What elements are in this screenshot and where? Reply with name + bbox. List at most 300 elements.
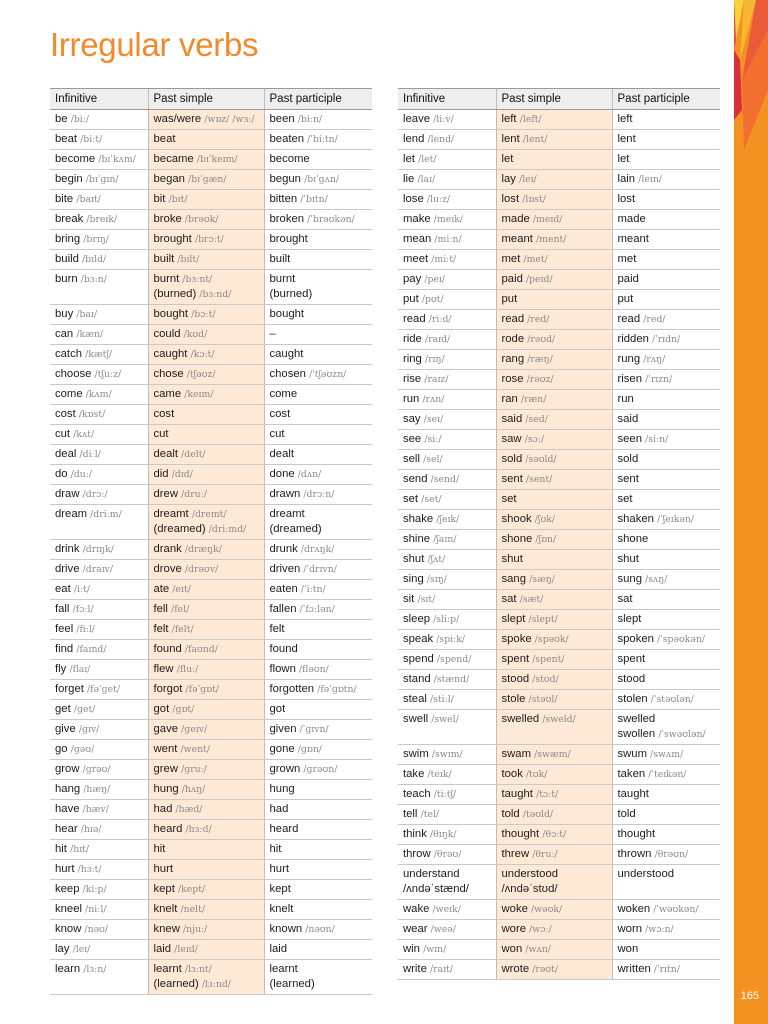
phonetic-transcription: /sweld/ [542,714,576,725]
infinitive-cell [50,325,148,345]
verb-form: (learned) [269,978,315,990]
cell-line [618,727,716,742]
cell-line [403,492,491,507]
phonetic-transcription: /drɔː/ [82,489,108,500]
phonetic-transcription: /leɪ/ [72,944,91,955]
cell-line [270,582,368,597]
verb-form: did [153,468,169,480]
infinitive-cell [50,130,148,150]
phonetic-transcription: /səʊld/ [525,454,557,465]
verb-form: spent [617,653,646,665]
table-row [50,325,372,345]
verb-form: slept [501,613,526,625]
infinitive-cell [398,250,496,270]
phonetic-transcription: /θɔːt/ [542,829,567,840]
cell-line [154,802,259,817]
infinitive-cell [398,150,496,170]
phonetic-transcription: /bɪˈkeɪm/ [196,154,238,165]
verb-form: lost [501,193,520,205]
cell-line [403,392,491,407]
phonetic-transcription: /drʌŋk/ [300,544,335,555]
past-simple-cell [148,840,264,860]
table-row [398,530,720,550]
past-participle-cell [612,940,720,960]
phonetic-transcription: /hʌŋ/ [181,784,206,795]
verb-form: cut [153,428,169,440]
phonetic-transcription: /ɡruː/ [181,764,207,775]
table-row [398,330,720,350]
verb-form: learnt [269,963,298,975]
verb-form: hung [153,783,179,795]
table-row [50,305,372,325]
verb-form: broken [269,213,305,225]
cell-line [502,292,607,307]
past-participle-cell [612,825,720,845]
past-simple-cell [496,150,612,170]
phonetic-transcription: /red/ [643,314,666,325]
cell-line [618,272,716,287]
phonetic-transcription: /fluː/ [176,664,199,675]
cell-line [403,292,491,307]
past-simple-cell [148,325,264,345]
cell-line [403,962,491,977]
cell-line [154,387,259,402]
cell-line [270,962,368,977]
phonetic-transcription: /driːmd/ [208,524,247,535]
verb-form: write [403,963,427,975]
verb-form: been [269,113,295,125]
table-row [398,865,720,900]
past-simple-cell [148,780,264,800]
verb-form: swollen [617,728,656,740]
verb-form: gone [269,743,295,755]
past-participle-cell [612,430,720,450]
infinitive-cell [398,745,496,765]
phonetic-transcription: /biːn/ [297,114,323,125]
past-simple-cell [496,745,612,765]
verb-form: chosen [269,368,306,380]
cell-line [154,642,259,657]
table-row [398,310,720,330]
cell-line [55,802,143,817]
phonetic-transcription: /rɪŋ/ [424,354,445,365]
table-row [398,390,720,410]
cell-line [55,842,143,857]
past-participle-cell [264,860,372,880]
verb-form: put [501,293,518,305]
infinitive-cell [398,170,496,190]
cell-line [55,562,143,577]
phonetic-transcription: /bɪˈɡæn/ [188,174,227,185]
cell-line [502,112,607,127]
phonetic-transcription: /leɪn/ [638,174,662,185]
cell-line [502,312,607,327]
past-participle-cell [264,780,372,800]
cell-line [154,882,259,897]
verb-form: bite [55,193,74,205]
verb-form: forgotten [269,683,315,695]
past-participle-cell [264,230,372,250]
verb-form: understood [501,868,559,880]
table-row [50,820,372,840]
infinitive-cell [398,900,496,920]
phonetic-transcription: /fəˈɡɒtn/ [317,684,357,695]
cell-line [618,172,716,187]
infinitive-cell [398,785,496,805]
verb-form: (dreamed) [153,523,206,535]
verb-form: feel [55,623,74,635]
past-simple-cell [496,940,612,960]
cell-line [55,152,143,167]
past-participle-cell [612,490,720,510]
cell-line [154,842,259,857]
past-simple-cell [496,825,612,845]
verb-form: get [55,703,71,715]
cell-line [154,132,259,147]
past-simple-cell [148,345,264,365]
past-simple-cell [148,405,264,425]
verb-form: send [403,473,428,485]
infinitive-cell [50,740,148,760]
phonetic-transcription: /red/ [527,314,550,325]
phonetic-transcription: /sliːp/ [433,614,460,625]
phonetic-transcription: /lent/ [522,134,548,145]
past-simple-cell [496,590,612,610]
verb-form: made [617,213,646,225]
table-row [398,960,720,980]
phonetic-transcription: /bɜːnt/ [182,274,213,285]
table-row [50,485,372,505]
cell-line [270,192,368,207]
verb-form: hit [55,843,67,855]
cell-line [270,902,368,917]
phonetic-transcription: /ɡəʊ/ [70,744,95,755]
verb-form: went [153,743,178,755]
past-simple-cell [496,130,612,150]
cell-line [403,612,491,627]
verb-form: choose [55,368,92,380]
cell-line [55,642,143,657]
past-simple-cell [148,900,264,920]
cell-line [154,942,259,957]
verb-table-left [50,88,372,995]
past-simple-cell [148,620,264,640]
verb-form: do [55,468,68,480]
cell-line [618,652,716,667]
verb-form: taught [617,788,649,800]
past-simple-cell [496,710,612,745]
phonetic-transcription: /ɡeɪv/ [181,724,208,735]
past-simple-cell [496,230,612,250]
past-participle-cell [264,130,372,150]
past-simple-cell [148,560,264,580]
verb-form: slept [617,613,642,625]
verb-form: shake [403,513,434,525]
phonetic-transcription: /pʊt/ [421,294,444,305]
infinitive-cell [50,150,148,170]
verb-form: bought [153,308,189,320]
cell-line [618,632,716,647]
phonetic-transcription: /laɪ/ [417,174,436,185]
cell-line [403,827,491,842]
past-participle-cell [612,610,720,630]
past-simple-cell [148,445,264,465]
past-simple-cell [496,865,612,900]
phonetic-transcription: /tel/ [420,809,440,820]
past-simple-cell [148,800,264,820]
cell-line [154,977,259,992]
table-row [50,385,372,405]
verb-form: shone [617,533,649,545]
past-simple-cell [148,170,264,190]
verb-form: throw [403,848,431,860]
infinitive-cell [50,465,148,485]
phonetic-transcription: /stiːl/ [430,694,454,705]
header-past-simple: Past simple [496,89,612,110]
phonetic-transcription: /siː/ [424,434,442,445]
verb-form: begin [55,173,83,185]
verb-form: cost [153,408,175,420]
cell-line [403,212,491,227]
phonetic-transcription: /ˈɡɪvn/ [299,724,329,735]
past-participle-cell [264,760,372,780]
infinitive-cell [398,410,496,430]
infinitive-cell [398,350,496,370]
cell-line [502,452,607,467]
phonetic-transcription: /ɡɒt/ [172,704,195,715]
past-simple-cell [496,650,612,670]
cell-line [154,962,259,977]
phonetic-transcription: /felt/ [171,624,194,635]
verb-form: hung [269,783,295,795]
verb-form: drive [55,563,80,575]
cell-line [154,252,259,267]
table-row [398,230,720,250]
verb-form: hit [153,843,166,855]
cell-line [55,962,143,977]
table-header-row [50,89,372,110]
table-row [398,450,720,470]
past-simple-cell [496,410,612,430]
infinitive-cell [398,230,496,250]
verb-form: (learned) [153,978,199,990]
verb-form: took [501,768,523,780]
past-simple-cell [496,570,612,590]
verb-form: wear [403,923,428,935]
cell-line [270,387,368,402]
past-participle-cell [612,745,720,765]
verb-form: swell [403,713,429,725]
cell-line [502,672,607,687]
verb-form: think [403,828,427,840]
past-simple-cell [496,670,612,690]
verb-form: hang [55,783,81,795]
past-simple-cell [148,940,264,960]
table-row [398,745,720,765]
past-simple-cell [148,760,264,780]
table-row [398,190,720,210]
cell-line [270,842,368,857]
table-row [398,130,720,150]
infinitive-cell [50,385,148,405]
verb-form: say [403,413,421,425]
verb-form: bitten [269,193,298,205]
cell-line [502,412,607,427]
phonetic-transcription: /kʊd/ [183,329,208,340]
verb-form: heard [269,823,299,835]
cell-line [270,782,368,797]
verb-form: keep [55,883,80,895]
verb-form: caught [153,348,188,360]
cell-line [55,272,143,287]
verb-form: rise [403,373,422,385]
table-row [50,130,372,150]
past-simple-cell [496,610,612,630]
table-row [50,780,372,800]
cell-line [154,762,259,777]
cell-line [502,512,607,527]
cell-line [55,602,143,617]
table-row [50,580,372,600]
phonetic-transcription: /baɪ/ [76,309,98,320]
verb-form: dealt [269,448,294,460]
past-participle-cell [264,820,372,840]
cell-line [270,942,368,957]
past-participle-cell [264,210,372,230]
past-simple-cell [496,630,612,650]
verb-form: come [269,388,298,400]
past-participle-cell [612,865,720,900]
cell-line [502,847,607,862]
phonetic-transcription: /meɪk/ [433,214,463,225]
phonetic-transcription: /kɒst/ [78,409,106,420]
cell-line [270,287,368,302]
cell-line [55,942,143,957]
cell-line [270,822,368,837]
verb-form: felt [153,623,169,635]
cell-line [270,447,368,462]
cell-line [403,692,491,707]
table-row [398,410,720,430]
cell-line [154,367,259,382]
verb-form: know [55,923,82,935]
infinitive-cell [398,110,496,130]
cell-line [55,347,143,362]
cell-line [270,742,368,757]
past-simple-cell [496,370,612,390]
verb-form: made [501,213,530,225]
past-participle-cell [264,900,372,920]
phonetic-transcription: /lɜːnd/ [201,979,231,990]
phonetic-transcription: /met/ [523,254,548,265]
table-row [398,490,720,510]
verb-form: drink [55,543,80,555]
phonetic-transcription: /hɪə/ [80,824,102,835]
table-row [50,680,372,700]
cell-line [55,447,143,462]
phonetic-transcription: /stʊd/ [532,674,559,685]
phonetic-transcription: /peɪ/ [424,274,446,285]
verb-form: eat [55,583,71,595]
past-participle-cell [612,785,720,805]
phonetic-transcription: /swel/ [431,714,459,725]
infinitive-cell [398,590,496,610]
past-simple-cell [148,720,264,740]
verb-form: shut [403,553,425,565]
phonetic-transcription: /nelt/ [180,904,205,915]
verb-form: be [55,113,68,125]
phonetic-transcription: /set/ [421,494,442,505]
cell-line [502,392,607,407]
past-participle-cell [264,680,372,700]
cell-line [270,427,368,442]
cell-line [618,232,716,247]
verb-form: learnt [153,963,182,975]
cell-line [403,572,491,587]
phonetic-transcription: /kæn/ [76,329,103,340]
cell-line [502,572,607,587]
verb-form: ate [153,583,170,595]
infinitive-cell [50,640,148,660]
infinitive-cell [50,230,148,250]
table-row [50,960,372,995]
table-row [50,150,372,170]
verb-form: hurt [269,863,289,875]
phonetic-transcription: /breɪk/ [86,214,118,225]
verb-form: lain [617,173,636,185]
phonetic-transcription: /siːn/ [645,434,669,445]
cell-line [618,712,716,727]
phonetic-transcription: /faɪnd/ [76,644,107,655]
infinitive-cell [50,210,148,230]
verb-form: cost [269,408,291,420]
past-participle-cell [612,270,720,290]
cell-line [154,582,259,597]
past-participle-cell [612,230,720,250]
past-participle-cell [264,660,372,680]
phonetic-transcription: /hæv/ [82,804,109,815]
verb-form: /ʌndəˈstænd/ [403,883,469,895]
verb-form: burnt [153,273,180,285]
past-participle-cell [612,210,720,230]
past-simple-cell [148,540,264,560]
past-participle-cell [612,900,720,920]
infinitive-cell [398,270,496,290]
cell-line [270,212,368,227]
infinitive-cell [50,600,148,620]
verb-form: laid [269,943,288,955]
cell-line [618,922,716,937]
past-simple-cell [496,900,612,920]
phonetic-transcription: /ˈrɪtn/ [653,964,680,975]
table-row [398,630,720,650]
verb-form: draw [55,488,80,500]
cell-line [502,902,607,917]
cell-line [618,847,716,862]
verb-form: drank [153,543,182,555]
infinitive-cell [50,250,148,270]
infinitive-cell [398,290,496,310]
cell-line [618,692,716,707]
phonetic-transcription: /wəʊk/ [531,904,563,915]
past-participle-cell [264,250,372,270]
phonetic-transcription: /rəʊz/ [526,374,554,385]
cell-line [55,622,143,637]
infinitive-cell [50,170,148,190]
past-simple-cell [496,430,612,450]
cell-line [618,962,716,977]
phonetic-transcription: /left/ [519,114,542,125]
